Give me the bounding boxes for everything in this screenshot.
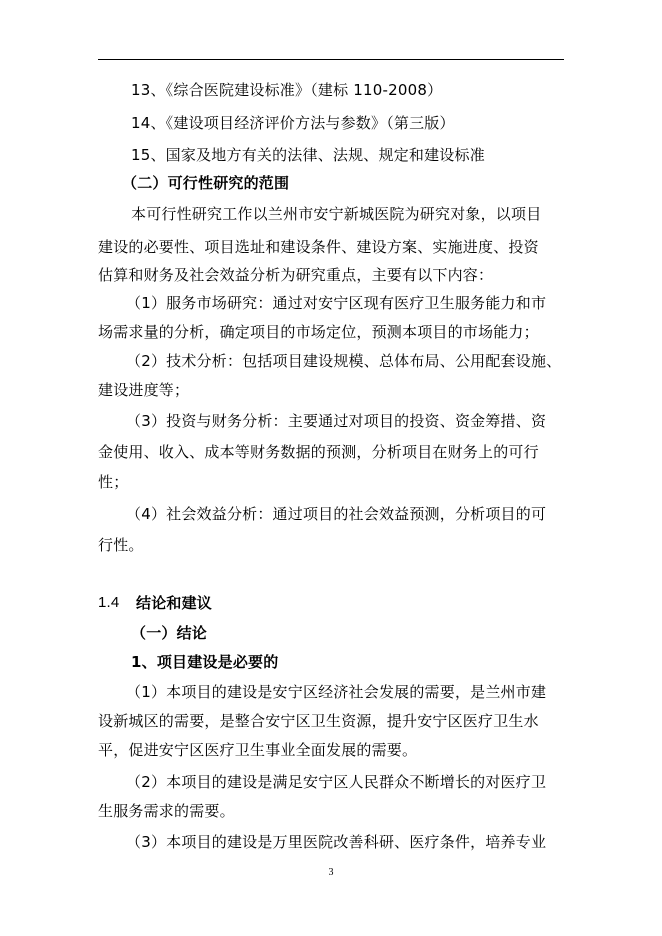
paragraph-line: （3）本项目的建设是万里医院改善科研、医疗条件，培养专业	[126, 833, 547, 851]
point-heading: 1、项目建设是必要的	[131, 653, 279, 671]
paragraph-line: 行性。	[98, 536, 144, 554]
reference-item: 13、《综合医院建设标准》（建标 110-2008）	[131, 81, 443, 99]
page-number: 3	[328, 867, 334, 878]
paragraph-line: （3）投资与财务分析：主要通过对项目的投资、资金筹措、资	[126, 412, 547, 430]
paragraph-line: 估算和财务及社会效益分析为研究重点，主要有以下内容：	[98, 266, 494, 284]
reference-item: 15、国家及地方有关的法律、法规、规定和建设标准	[131, 146, 485, 164]
paragraph-line: 建设进度等；	[98, 381, 190, 399]
paragraph-line: （2）本项目的建设是满足安宁区人民群众不断增长的对医疗卫	[126, 773, 547, 791]
paragraph-line: （4）社会效益分析：通过项目的社会效益预测，分析项目的可	[126, 505, 547, 523]
conclusion-subheading: （一）结论	[131, 624, 208, 642]
paragraph-line: 建设的必要性、项目选址和建设条件、建设方案、实施进度、投资	[98, 238, 539, 256]
scope-heading: （二）可行性研究的范围	[122, 174, 290, 192]
paragraph-line: 场需求量的分析，确定项目的市场定位，预测本项目的市场能力；	[98, 323, 539, 341]
section-title: 结论和建议	[136, 594, 213, 612]
paragraph-line: 本可行性研究工作以兰州市安宁新城医院为研究对象，以项目	[131, 205, 542, 223]
paragraph-line: 性；	[98, 473, 129, 491]
paragraph-line: 生服务需求的需要。	[98, 802, 235, 820]
paragraph-line: （1）服务市场研究：通过对安宁区现有医疗卫生服务能力和市	[126, 294, 547, 312]
section-number: 1.4	[98, 594, 120, 611]
header-rule	[98, 59, 564, 60]
paragraph-line: （1）本项目的建设是安宁区经济社会发展的需要，是兰州市建	[126, 683, 547, 701]
paragraph-line: 平，促进安宁区医疗卫生事业全面发展的需要。	[98, 741, 418, 759]
paragraph-line: 金使用、收入、成本等财务数据的预测，分析项目在财务上的可行	[98, 443, 539, 461]
paragraph-line: （2）技术分析：包括项目建设规模、总体布局、公用配套设施、	[126, 352, 562, 370]
reference-item: 14、《建设项目经济评价方法与参数》（第三版）	[131, 114, 455, 132]
paragraph-line: 设新城区的需要，是整合安宁区卫生资源，提升安宁区医疗卫生水	[98, 712, 539, 730]
